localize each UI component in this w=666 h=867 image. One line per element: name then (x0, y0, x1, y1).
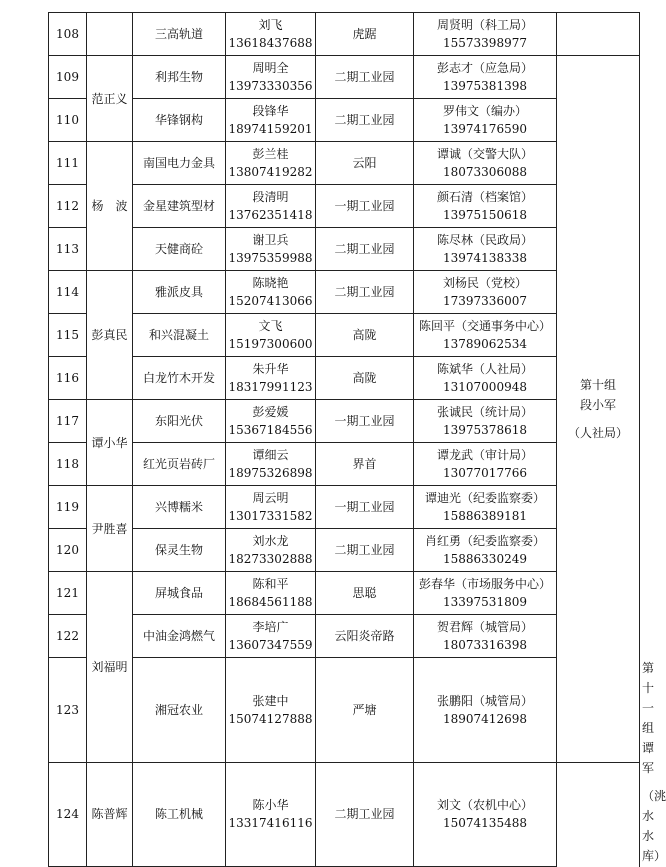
contact-phone: 18974159201 (228, 122, 313, 136)
liaison-name: 谭迪光（纪委监察委） (424, 491, 545, 505)
row-number: 108 (49, 13, 87, 56)
contact-name: 段清明 (252, 190, 289, 204)
company-name: 雅派皮具 (133, 271, 226, 314)
liaison-name: 彭春华（市场服务中心） (418, 577, 551, 591)
table-row (49, 357, 640, 400)
contact-name: 刘飞 (258, 18, 283, 32)
group-cell-tenth (557, 56, 640, 763)
company-name: 屏城食品 (133, 572, 226, 615)
table-row (49, 228, 640, 271)
contact-phone: 15074127888 (228, 711, 313, 726)
row-number: 114 (49, 271, 87, 314)
liaison-cell (414, 443, 557, 486)
contact-phone: 15197300600 (228, 337, 313, 351)
liaison-cell (414, 271, 557, 314)
liaison-phone: 13975381398 (443, 79, 527, 93)
liaison-phone: 15573398977 (443, 36, 527, 50)
contact-cell (226, 529, 316, 572)
liaison-phone: 15074135488 (443, 816, 527, 831)
location-cell: 二期工业园 (316, 99, 414, 142)
row-number: 119 (49, 486, 87, 529)
liaison-phone: 17397336007 (443, 294, 527, 308)
table-row (49, 762, 640, 867)
row-number: 112 (49, 185, 87, 228)
liaison-phone: 18073316398 (443, 638, 527, 652)
table-row (49, 572, 640, 615)
location-cell: 云阳 (316, 142, 414, 185)
contact-phone: 13762351418 (228, 208, 313, 222)
liaison-cell (414, 314, 557, 357)
company-name: 红光页岩砖厂 (133, 443, 226, 486)
liaison-phone: 13975150618 (443, 208, 527, 222)
contact-name: 刘水龙 (252, 534, 289, 548)
contact-cell (226, 314, 316, 357)
contact-cell (226, 271, 316, 314)
row-number: 124 (49, 762, 87, 867)
liaison-phone: 13107000948 (443, 380, 527, 394)
location-cell: 思聪 (316, 572, 414, 615)
liaison-phone: 15886389181 (443, 509, 527, 523)
company-name: 华锋钢构 (133, 99, 226, 142)
contact-phone: 18975326898 (228, 466, 313, 480)
company-name: 中油金鸿燃气 (133, 615, 226, 658)
contact-name: 文飞 (258, 319, 283, 333)
row-number: 110 (49, 99, 87, 142)
liaison-name: 谭诚（交警大队） (436, 147, 533, 161)
leader-cell: 彭真民 (87, 271, 133, 400)
contact-phone: 13807419282 (228, 165, 313, 179)
contact-phone: 15367184556 (228, 423, 313, 437)
liaison-name: 周贤明（科工局） (436, 18, 533, 32)
contact-cell (226, 443, 316, 486)
contact-name: 彭爱媛 (252, 405, 289, 419)
group-assignment-table (48, 12, 666, 867)
contact-name: 周云明 (252, 491, 289, 505)
liaison-name: 谭龙武（审计局） (436, 448, 533, 462)
row-number: 113 (49, 228, 87, 271)
company-name: 三高轨道 (133, 13, 226, 56)
liaison-name: 贺君辉（城管局） (436, 620, 533, 634)
location-cell: 严塘 (316, 658, 414, 763)
company-name: 东阳光伏 (133, 400, 226, 443)
liaison-name: 刘文（农机中心） (436, 798, 533, 813)
liaison-cell (414, 13, 557, 56)
contact-cell (226, 572, 316, 615)
location-cell: 一期工业园 (316, 400, 414, 443)
contact-name: 张建中 (252, 693, 289, 708)
row-number: 109 (49, 56, 87, 99)
contact-cell (226, 486, 316, 529)
table-row (49, 615, 640, 658)
liaison-phone: 13397531809 (443, 595, 527, 609)
contact-phone: 18317991123 (228, 380, 313, 394)
company-name: 保灵生物 (133, 529, 226, 572)
row-number: 116 (49, 357, 87, 400)
leader-cell: 谭小华 (87, 400, 133, 486)
company-name: 金星建筑型材 (133, 185, 226, 228)
table-row (49, 99, 640, 142)
company-name: 天健商砼 (133, 228, 226, 271)
location-cell: 高陇 (316, 314, 414, 357)
table-row (49, 56, 640, 99)
liaison-cell (414, 572, 557, 615)
company-name: 兴博糯米 (133, 486, 226, 529)
liaison-name: 陈回平（交通事务中心） (418, 319, 551, 333)
liaison-cell (414, 486, 557, 529)
liaison-name: 张诚民（统计局） (436, 405, 533, 419)
table-row: 123 湘冠农业 张建中 15074127888 严塘 张鹏阳（城管局） 18907412698 第十一组 谭军 （洮水水库） (49, 658, 640, 763)
contact-phone: 13973330356 (228, 79, 313, 93)
contact-cell (226, 658, 316, 763)
location-cell: 二期工业园 (316, 228, 414, 271)
location-cell: 二期工业园 (316, 56, 414, 99)
liaison-cell (414, 56, 557, 99)
location-cell: 一期工业园 (316, 185, 414, 228)
table-row (49, 185, 640, 228)
liaison-phone: 13077017766 (443, 466, 527, 480)
row-number: 122 (49, 615, 87, 658)
liaison-name: 陈斌华（人社局） (436, 362, 533, 376)
liaison-cell (414, 142, 557, 185)
company-name: 白龙竹木开发 (133, 357, 226, 400)
table-row (49, 529, 640, 572)
contact-cell (226, 13, 316, 56)
table-row (49, 400, 640, 443)
contact-cell (226, 762, 316, 867)
leader-cell: 杨 波 (87, 142, 133, 271)
contact-name: 谭细云 (252, 448, 289, 462)
contact-name: 李培广 (252, 620, 289, 634)
group-cell-empty (557, 13, 640, 56)
liaison-phone: 13975378618 (443, 423, 527, 437)
location-cell: 二期工业园 (316, 271, 414, 314)
table-row (49, 443, 640, 486)
liaison-cell (414, 99, 557, 142)
contact-phone: 18273302888 (228, 552, 313, 566)
contact-name: 段锋华 (252, 104, 289, 118)
table-row (49, 13, 640, 56)
liaison-cell (414, 357, 557, 400)
contact-name: 朱升华 (252, 362, 289, 376)
row-number: 118 (49, 443, 87, 486)
location-cell: 虎踞 (316, 13, 414, 56)
location-cell: 一期工业园 (316, 486, 414, 529)
company-name: 南国电力金具 (133, 142, 226, 185)
contact-phone: 18684561188 (228, 595, 313, 609)
contact-cell (226, 99, 316, 142)
contact-phone: 13317416116 (228, 816, 313, 831)
liaison-name: 颜石清（档案馆） (436, 190, 533, 204)
liaison-cell (414, 400, 557, 443)
group-leader: 段小军 (579, 397, 616, 412)
company-name: 湘冠农业 (133, 658, 226, 763)
company-name: 陈工机械 (133, 762, 226, 867)
liaison-cell (414, 228, 557, 271)
company-name: 利邦生物 (133, 56, 226, 99)
row-number: 121 (49, 572, 87, 615)
row-number: 115 (49, 314, 87, 357)
liaison-name: 彭志才（应急局） (436, 61, 533, 75)
leader-cell (87, 13, 133, 56)
group-name: 第十组 (579, 377, 616, 392)
contact-name: 谢卫兵 (252, 233, 289, 247)
liaison-phone: 18073306088 (443, 165, 527, 179)
company-name: 和兴混凝土 (133, 314, 226, 357)
liaison-cell (414, 762, 557, 867)
location-cell: 高陇 (316, 357, 414, 400)
contact-name: 陈和平 (252, 577, 289, 591)
location-cell: 二期工业园 (316, 529, 414, 572)
location-cell: 二期工业园 (316, 762, 414, 867)
group-unit: （人社局） (567, 425, 628, 440)
liaison-cell (414, 529, 557, 572)
liaison-name: 陈尽林（民政局） (436, 233, 533, 247)
row-number: 117 (49, 400, 87, 443)
contact-phone: 15207413066 (228, 294, 313, 308)
contact-phone: 13975359988 (228, 251, 313, 265)
contact-name: 周明全 (252, 61, 289, 75)
contact-name: 彭兰桂 (252, 147, 289, 161)
contact-phone: 13618437688 (228, 36, 313, 50)
table-row (49, 314, 640, 357)
row-number: 120 (49, 529, 87, 572)
contact-name: 陈小华 (252, 798, 289, 813)
location-cell: 界首 (316, 443, 414, 486)
row-number: 123 (49, 658, 87, 763)
liaison-name: 肖红勇（纪委监察委） (424, 534, 545, 548)
contact-phone: 13607347559 (228, 638, 313, 652)
table-row (49, 271, 640, 314)
leader-cell: 范正义 (87, 56, 133, 142)
liaison-name: 罗伟文（编办） (442, 104, 527, 118)
contact-cell (226, 228, 316, 271)
liaison-cell (414, 615, 557, 658)
liaison-name: 张鹏阳（城管局） (436, 693, 533, 708)
leader-cell: 陈普辉 (87, 762, 133, 867)
row-number: 111 (49, 142, 87, 185)
contact-cell (226, 142, 316, 185)
table-row (49, 142, 640, 185)
contact-phone: 13017331582 (228, 509, 313, 523)
liaison-phone: 13789062534 (443, 337, 527, 351)
contact-cell (226, 56, 316, 99)
liaison-cell (414, 658, 557, 763)
liaison-phone: 13974138338 (443, 251, 527, 265)
liaison-cell (414, 185, 557, 228)
liaison-phone: 13974176590 (443, 122, 527, 136)
contact-cell (226, 357, 316, 400)
contact-name: 陈晓艳 (252, 276, 289, 290)
liaison-name: 刘杨民（党校） (442, 276, 527, 290)
liaison-phone: 18907412698 (443, 711, 527, 726)
table-row (49, 486, 640, 529)
contact-cell (226, 615, 316, 658)
location-cell: 云阳炎帝路 (316, 615, 414, 658)
contact-cell (226, 400, 316, 443)
liaison-phone: 15886330249 (443, 552, 527, 566)
leader-cell: 刘福明 (87, 572, 133, 763)
contact-cell (226, 185, 316, 228)
leader-cell: 尹胜喜 (87, 486, 133, 572)
